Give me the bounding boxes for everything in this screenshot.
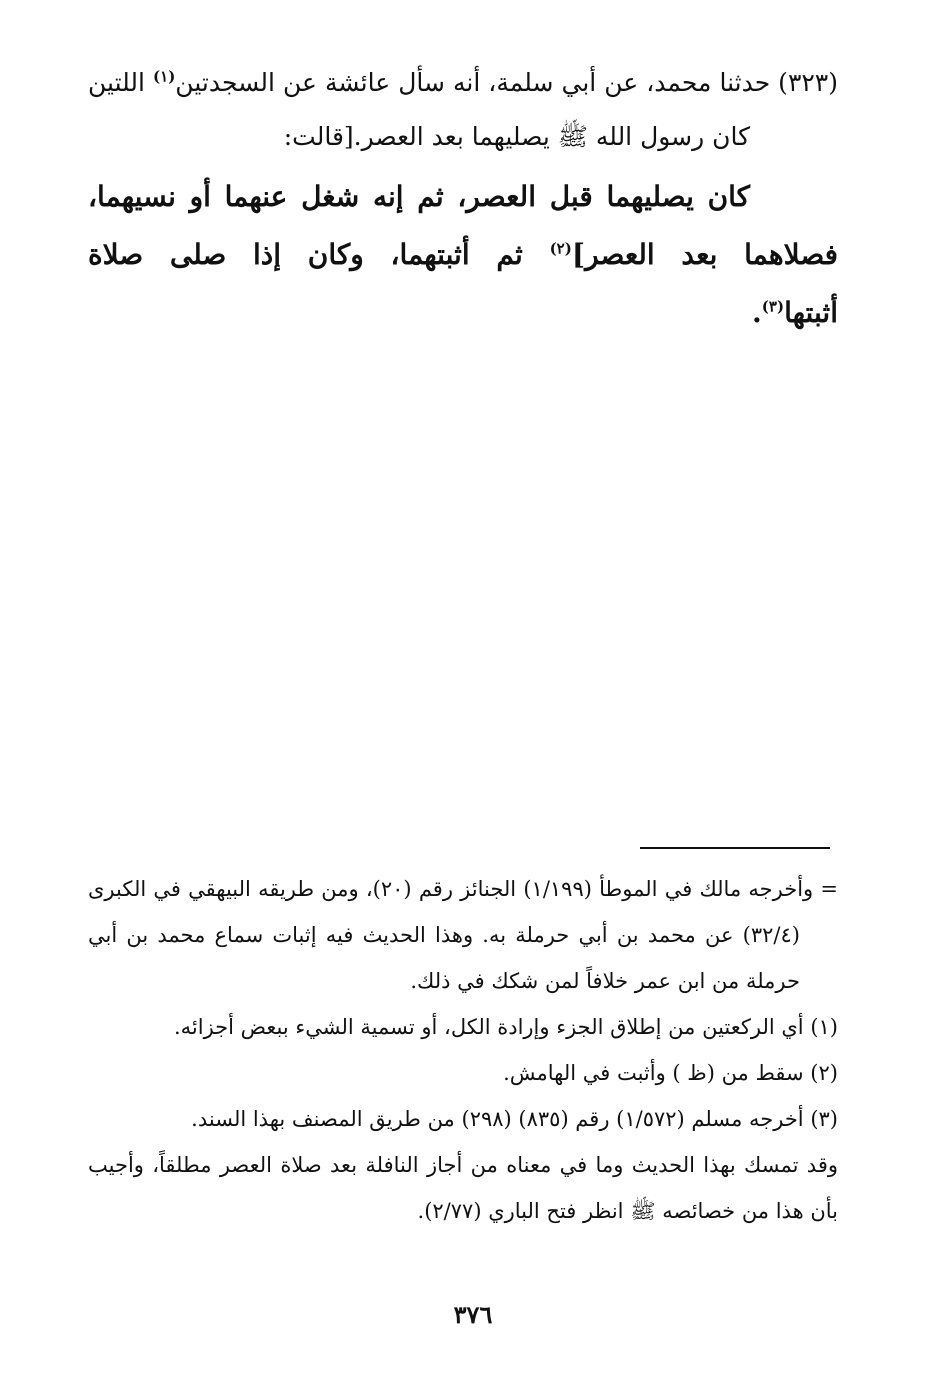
footnote-marker-2: (٢) [549,239,572,258]
footnotes [88,866,838,1234]
isnad-text: (٣٢٣) حدثنا محمد، عن أبي سلمة، أنه سأل عائشة عن السجدتين [175,68,838,97]
footnote-continuation-line-2: (٣٢/٤) عن محمد بن أبي حرملة به. وهذا الحديث فيه إثبات سماع محمد بن أبي [88,923,800,947]
footnote-1: (١) أي الركعتين من إطلاق الجزء وإرادة الكل، أو تسمية الشيء ببعض أجزائه. [173,1015,838,1039]
matn-line-2 [88,226,838,284]
hadith-text [88,56,838,342]
footnote-3-continuation-2: بأن هذا من خصائصه ﷺ انظر فتح الباري (٢/٧٧). [417,1199,838,1223]
footnote-continuation-line-3: حرملة من ابن عمر خلافاً لمن شكك في ذلك. [410,969,800,993]
footnote-3: (٣) أخرجه مسلم (١/٥٧٢) رقم (٨٣٥) (٢٩٨) من طريق المصنف بهذا السند. [191,1107,838,1131]
footnote-marker-3: (٣) [761,297,785,316]
hadith-line-2: كان رسول الله ﷺ يصليهما بعد العصر.[قالت: [283,122,750,151]
matn-line-3 [88,284,838,342]
matn-text: فصلاهما بعد العصر] [571,238,838,271]
isnad-text-end: اللتين [88,68,145,97]
footnote-marker-1: (١) [153,67,176,86]
hadith-line-1 [88,56,838,110]
matn-line-1: كان يصليهما قبل العصر، ثم إنه شغل عنهما أو نسيهما، [88,180,750,213]
page-number: ٣٧٦ [453,1300,493,1329]
matn-text-final: أثبتها [784,296,838,329]
footnote-3-continuation-1: وقد تمسك بهذا الحديث وما في معناه من أجاز النافلة بعد صلاة العصر مطلقاً، وأجيب [88,1153,838,1177]
footnote-continuation-line-1: = وأخرجه مالك في الموطأ (١/١٩٩) الجنائز رقم (٢٠)، ومن طريقه البيهقي في الكبرى [88,877,838,901]
footnote-2: (٢) سقط من (ظ ) وأثبت في الهامش. [503,1061,838,1085]
matn-period: . [752,296,762,329]
matn-text-cont: ثم أثبتهما، وكان إذا صلى صلاة [88,238,523,271]
footnote-separator [640,847,830,849]
